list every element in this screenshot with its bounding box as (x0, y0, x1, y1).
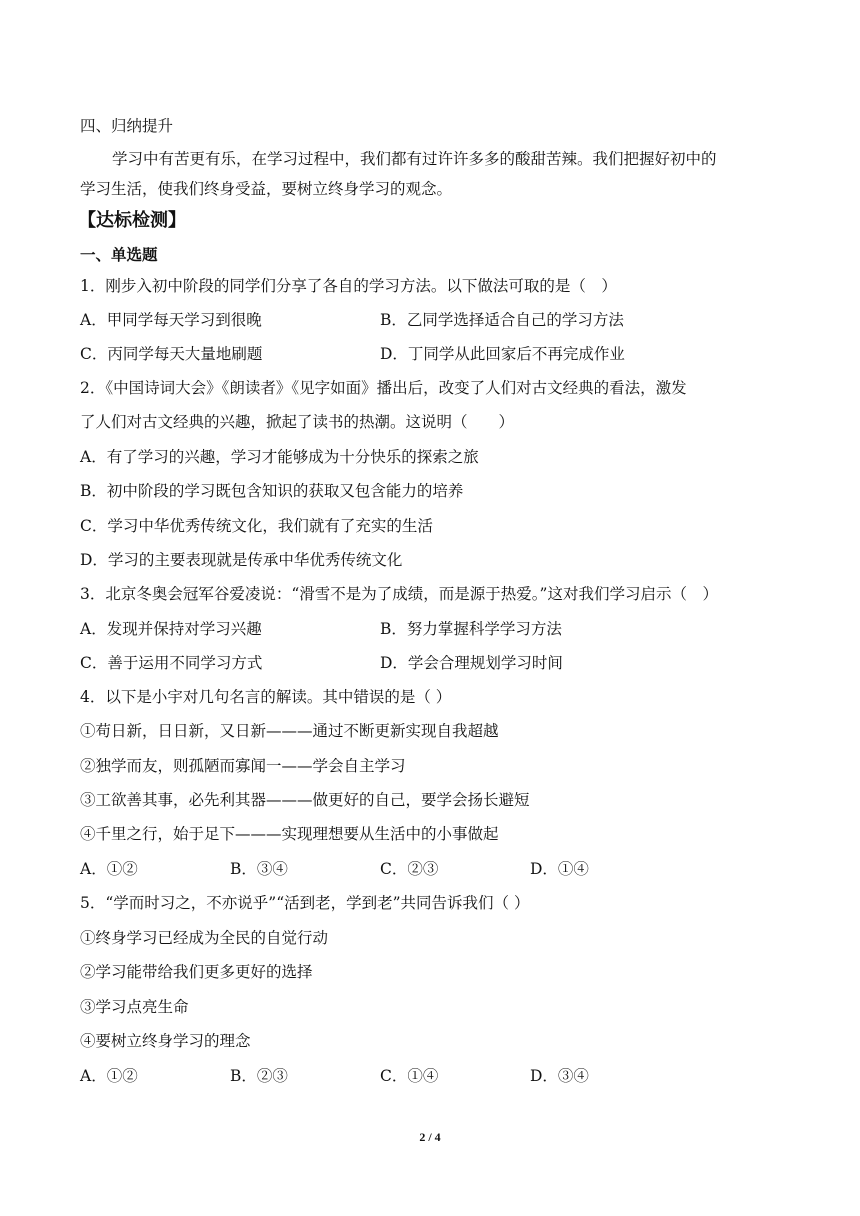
check-heading: 【达标检测】 (78, 210, 186, 231)
option-a: A．发现并保持对学习兴趣 (80, 620, 262, 638)
option-c: C．学习中华优秀传统文化，我们就有了充实的生活 (80, 517, 433, 535)
option-b: B．②③ (230, 1067, 288, 1085)
paragraph-line: 学习中有苦更有乐，在学习过程中，我们都有过许许多多的酸甜苦辣。我们把握好初中的 (112, 150, 717, 168)
option-a: A．①② (80, 1067, 138, 1085)
single-choice-heading: 一、单选题 (80, 245, 158, 264)
statement-item: ②学习能带给我们更多更好的选择 (80, 963, 313, 981)
option-c: C．丙同学每天大量地刷题 (80, 345, 263, 363)
option-d: D．学会合理规划学习时间 (380, 654, 563, 672)
section-title: 四、归纳提升 (80, 117, 174, 135)
statement-item: ①终身学习已经成为全民的自觉行动 (80, 929, 329, 947)
option-c: C．①④ (380, 1067, 439, 1085)
option-a: A．①② (80, 860, 138, 878)
statement-item: ④千里之行，始于足下———实现理想要从生活中的小事做起 (80, 825, 499, 843)
option-a: A．甲同学每天学习到很晚 (80, 311, 262, 329)
question-stem: 了人们对古文经典的兴趣，掀起了读书的热潮。这说明（ ） (80, 413, 515, 431)
question-stem: 1．刚步入初中阶段的同学们分享了各自的学习方法。以下做法可取的是（ ） (80, 277, 617, 295)
option-d: D．学习的主要表现就是传承中华优秀传统文化 (80, 551, 403, 569)
question-stem: 3．北京冬奥会冠军谷爱凌说：“滑雪不是为了成绩，而是源于热爱。”这对我们学习启示（ ） (80, 585, 718, 603)
option-b: B．③④ (230, 860, 288, 878)
option-d: D．①④ (530, 860, 589, 878)
option-d: D．③④ (530, 1067, 589, 1085)
option-b: B．初中阶段的学习既包含知识的获取又包含能力的培养 (80, 482, 464, 500)
page-number: 2 / 4 (419, 1130, 441, 1144)
option-c: C．②③ (380, 860, 439, 878)
statement-item: ③学习点亮生命 (80, 998, 189, 1016)
statement-item: ②独学而友，则孤陋而寡闻一——学会自主学习 (80, 757, 406, 775)
paragraph-line: 学习生活，使我们终身受益，要树立终身学习的观念。 (80, 180, 453, 198)
option-d: D．丁同学从此回家后不再完成作业 (380, 345, 625, 363)
option-b: B．乙同学选择适合自己的学习方法 (380, 311, 624, 329)
option-b: B．努力掌握科学学习方法 (380, 620, 562, 638)
question-stem: 5．“学而时习之，不亦说乎”“活到老，学到老”共同告诉我们（ ） (80, 894, 530, 912)
option-a: A．有了学习的兴趣，学习才能够成为十分快乐的探索之旅 (80, 448, 479, 466)
option-c: C．善于运用不同学习方式 (80, 654, 263, 672)
statement-item: ④要树立终身学习的理念 (80, 1032, 251, 1050)
statement-item: ③工欲善其事，必先利其器———做更好的自己，要学会扬长避短 (80, 791, 530, 809)
question-stem: 2．《中国诗词大会》《朗读者》《见字如面》播出后，改变了人们对古文经典的看法，激发 (80, 379, 687, 397)
statement-item: ①苟日新，日日新，又日新———通过不断更新实现自我超越 (80, 722, 499, 740)
question-stem: 4．以下是小宇对几句名言的解读。其中错误的是（ ） (80, 688, 452, 706)
